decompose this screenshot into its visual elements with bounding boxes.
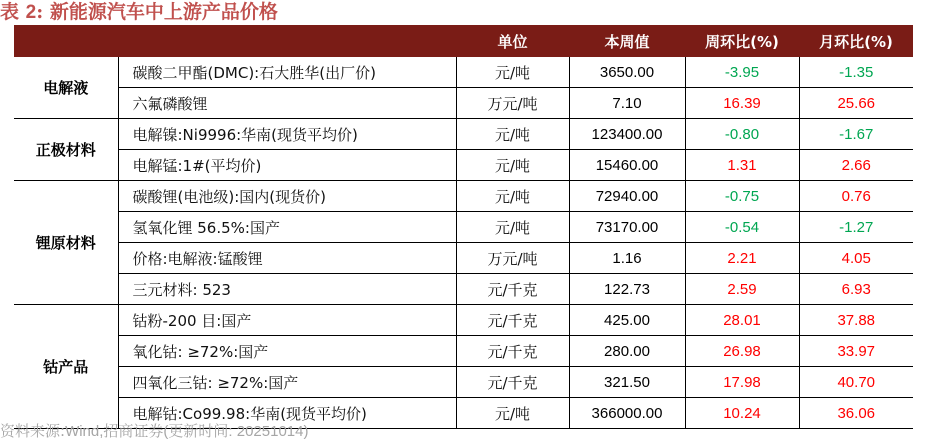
value-cell: 3650.00 <box>569 57 685 88</box>
category-label: 电解液 <box>14 57 118 119</box>
item-name: 电解钴:Co99.98:华南(现货平均价) <box>118 398 456 429</box>
table-row <box>14 212 913 243</box>
unit-cell: 元/千克 <box>456 336 569 367</box>
item-name: 价格:电解液:锰酸锂 <box>118 243 456 274</box>
mom-cell: 33.97 <box>799 336 913 367</box>
table-row <box>14 57 913 88</box>
value-cell: 15460.00 <box>569 150 685 181</box>
mom-cell: 0.76 <box>799 181 913 212</box>
table-row <box>14 274 913 305</box>
item-name: 氧化钴: ≥72%:国产 <box>118 336 456 367</box>
unit-cell: 元/千克 <box>456 367 569 398</box>
value-cell: 280.00 <box>569 336 685 367</box>
header-blank <box>14 25 456 57</box>
mom-cell: 40.70 <box>799 367 913 398</box>
category-label: 正极材料 <box>14 119 118 181</box>
wow-cell: 10.24 <box>685 398 799 429</box>
item-name: 电解锰:1#(平均价) <box>118 150 456 181</box>
title-number: 2 <box>25 2 37 23</box>
mom-cell: -1.67 <box>799 119 913 150</box>
unit-cell: 元/吨 <box>456 57 569 88</box>
unit-cell: 元/千克 <box>456 274 569 305</box>
source-note <box>0 420 308 441</box>
header-row <box>14 25 913 57</box>
wow-cell: -0.80 <box>685 119 799 150</box>
unit-cell: 元/吨 <box>456 150 569 181</box>
wow-cell: -0.75 <box>685 181 799 212</box>
value-cell: 366000.00 <box>569 398 685 429</box>
table-row <box>14 119 913 150</box>
table-row <box>14 181 913 212</box>
unit-cell: 元/千克 <box>456 305 569 336</box>
category-label: 钴产品 <box>14 305 118 429</box>
value-cell: 72940.00 <box>569 181 685 212</box>
item-name: 六氟磷酸锂 <box>118 88 456 119</box>
unit-cell: 万元/吨 <box>456 88 569 119</box>
title-text: : 新能源汽车中上游产品价格 <box>36 1 278 23</box>
item-name: 电解镍:Ni9996:华南(现货平均价) <box>118 119 456 150</box>
table-row <box>14 243 913 274</box>
unit-cell: 元/吨 <box>456 212 569 243</box>
table-row <box>14 88 913 119</box>
table-row <box>14 305 913 336</box>
mom-cell: 4.05 <box>799 243 913 274</box>
unit-cell: 万元/吨 <box>456 243 569 274</box>
item-name: 氢氧化锂 56.5%:国产 <box>118 212 456 243</box>
item-name: 碳酸二甲酯(DMC):石大胜华(出厂价) <box>118 57 456 88</box>
category-label: 锂原材料 <box>14 181 118 305</box>
wow-cell: 28.01 <box>685 305 799 336</box>
mom-cell: 37.88 <box>799 305 913 336</box>
mom-cell: 6.93 <box>799 274 913 305</box>
wow-cell: 26.98 <box>685 336 799 367</box>
value-cell: 73170.00 <box>569 212 685 243</box>
value-cell: 1.16 <box>569 243 685 274</box>
header-mom: 月环比(%) <box>799 25 913 57</box>
header-value: 本周值 <box>569 25 685 57</box>
mom-cell: 25.66 <box>799 88 913 119</box>
table-row <box>14 367 913 398</box>
unit-cell: 元/吨 <box>456 119 569 150</box>
header-unit: 单位 <box>456 25 569 57</box>
item-name: 四氧化三钴: ≥72%:国产 <box>118 367 456 398</box>
item-name: 碳酸锂(电池级):国内(现货价) <box>118 181 456 212</box>
table-body <box>14 57 913 429</box>
table-title <box>0 0 278 24</box>
title-prefix: 表 <box>0 1 26 23</box>
value-cell: 425.00 <box>569 305 685 336</box>
header-wow: 周环比(%) <box>685 25 799 57</box>
wow-cell: 1.31 <box>685 150 799 181</box>
source-prefix: 资料来源: <box>0 422 66 440</box>
table-row <box>14 336 913 367</box>
source-text: Wind,招商证券(更新时间: 20251014) <box>65 423 309 440</box>
value-cell: 122.73 <box>569 274 685 305</box>
mom-cell: -1.27 <box>799 212 913 243</box>
wow-cell: 16.39 <box>685 88 799 119</box>
wow-cell: -3.95 <box>685 57 799 88</box>
value-cell: 7.10 <box>569 88 685 119</box>
wow-cell: 2.59 <box>685 274 799 305</box>
table-row <box>14 150 913 181</box>
price-table <box>14 25 913 429</box>
item-name: 钴粉-200 目:国产 <box>118 305 456 336</box>
value-cell: 321.50 <box>569 367 685 398</box>
item-name: 三元材料: 523 <box>118 274 456 305</box>
wow-cell: -0.54 <box>685 212 799 243</box>
wow-cell: 2.21 <box>685 243 799 274</box>
mom-cell: 2.66 <box>799 150 913 181</box>
wow-cell: 17.98 <box>685 367 799 398</box>
value-cell: 123400.00 <box>569 119 685 150</box>
mom-cell: 36.06 <box>799 398 913 429</box>
unit-cell: 元/吨 <box>456 398 569 429</box>
unit-cell: 元/吨 <box>456 181 569 212</box>
mom-cell: -1.35 <box>799 57 913 88</box>
